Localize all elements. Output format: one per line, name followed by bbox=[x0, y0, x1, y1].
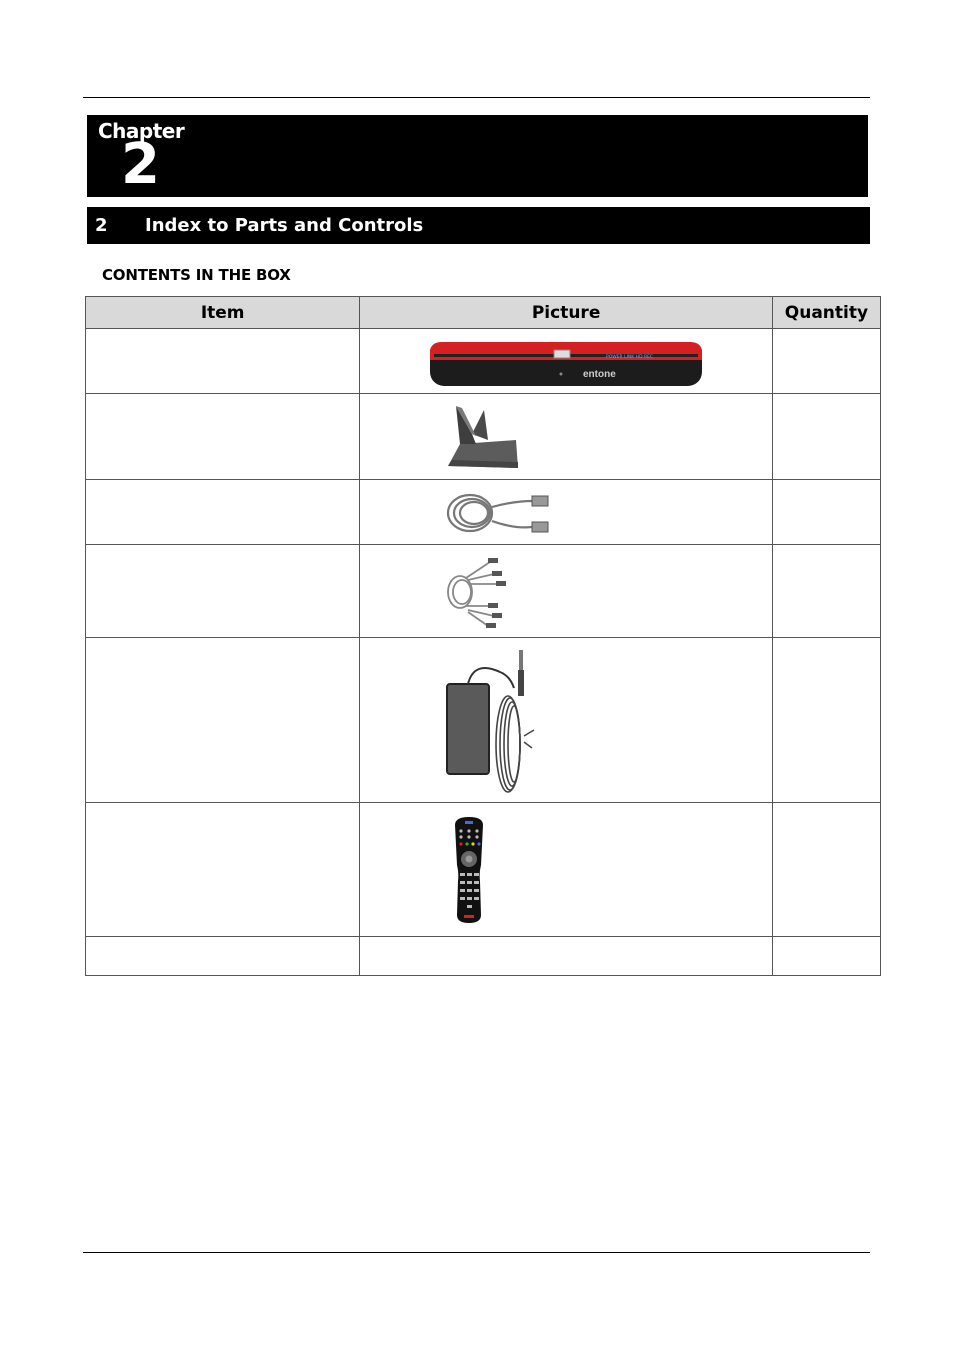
indicator-labels: POWER LINK HD REC bbox=[606, 355, 654, 360]
picture-cell bbox=[360, 937, 773, 976]
chapter-number: 2 bbox=[121, 132, 160, 197]
table-row bbox=[86, 638, 881, 803]
quantity-cell bbox=[772, 545, 880, 638]
picture-cell bbox=[360, 394, 773, 480]
item-cell bbox=[86, 545, 360, 638]
section-number: 2 bbox=[95, 215, 108, 236]
table-row bbox=[86, 329, 881, 394]
av-cable-image bbox=[444, 554, 510, 630]
picture-cell bbox=[360, 329, 773, 394]
chapter-label: Chapter bbox=[98, 119, 185, 143]
quantity-cell bbox=[772, 803, 880, 937]
picture-cell bbox=[360, 545, 773, 638]
brand-logo: entone bbox=[583, 369, 617, 380]
item-cell bbox=[86, 803, 360, 937]
contents-table bbox=[85, 296, 881, 976]
table-row bbox=[86, 937, 881, 976]
item-cell bbox=[86, 329, 360, 394]
picture-cell bbox=[360, 480, 773, 545]
remote-control-image bbox=[450, 815, 488, 925]
picture-cell bbox=[360, 803, 773, 937]
table-row bbox=[86, 394, 881, 480]
quantity-cell bbox=[772, 480, 880, 545]
quantity-cell bbox=[772, 394, 880, 480]
quantity-cell bbox=[772, 638, 880, 803]
contents-subheading: CONTENTS IN THE BOX bbox=[102, 266, 291, 284]
set-top-box-image bbox=[428, 338, 704, 388]
table-row bbox=[86, 803, 881, 937]
power-adapter-image bbox=[444, 648, 536, 794]
header-rule bbox=[83, 97, 870, 98]
quantity-cell bbox=[772, 937, 880, 976]
network-cable-image bbox=[444, 489, 550, 537]
table-row bbox=[86, 480, 881, 545]
chapter-banner bbox=[87, 115, 868, 197]
item-cell bbox=[86, 937, 360, 976]
item-cell bbox=[86, 638, 360, 803]
item-cell bbox=[86, 394, 360, 480]
picture-cell bbox=[360, 638, 773, 803]
section-title: Index to Parts and Controls bbox=[145, 215, 424, 236]
table-row bbox=[86, 545, 881, 638]
header-quantity: Quantity bbox=[772, 297, 880, 329]
item-cell bbox=[86, 480, 360, 545]
header-picture: Picture bbox=[360, 297, 773, 329]
quantity-cell bbox=[772, 329, 880, 394]
footer-rule bbox=[83, 1252, 870, 1253]
section-heading-bar bbox=[87, 207, 870, 244]
header-item: Item bbox=[86, 297, 360, 329]
stand-image bbox=[446, 404, 520, 470]
table-header-row bbox=[86, 297, 881, 329]
